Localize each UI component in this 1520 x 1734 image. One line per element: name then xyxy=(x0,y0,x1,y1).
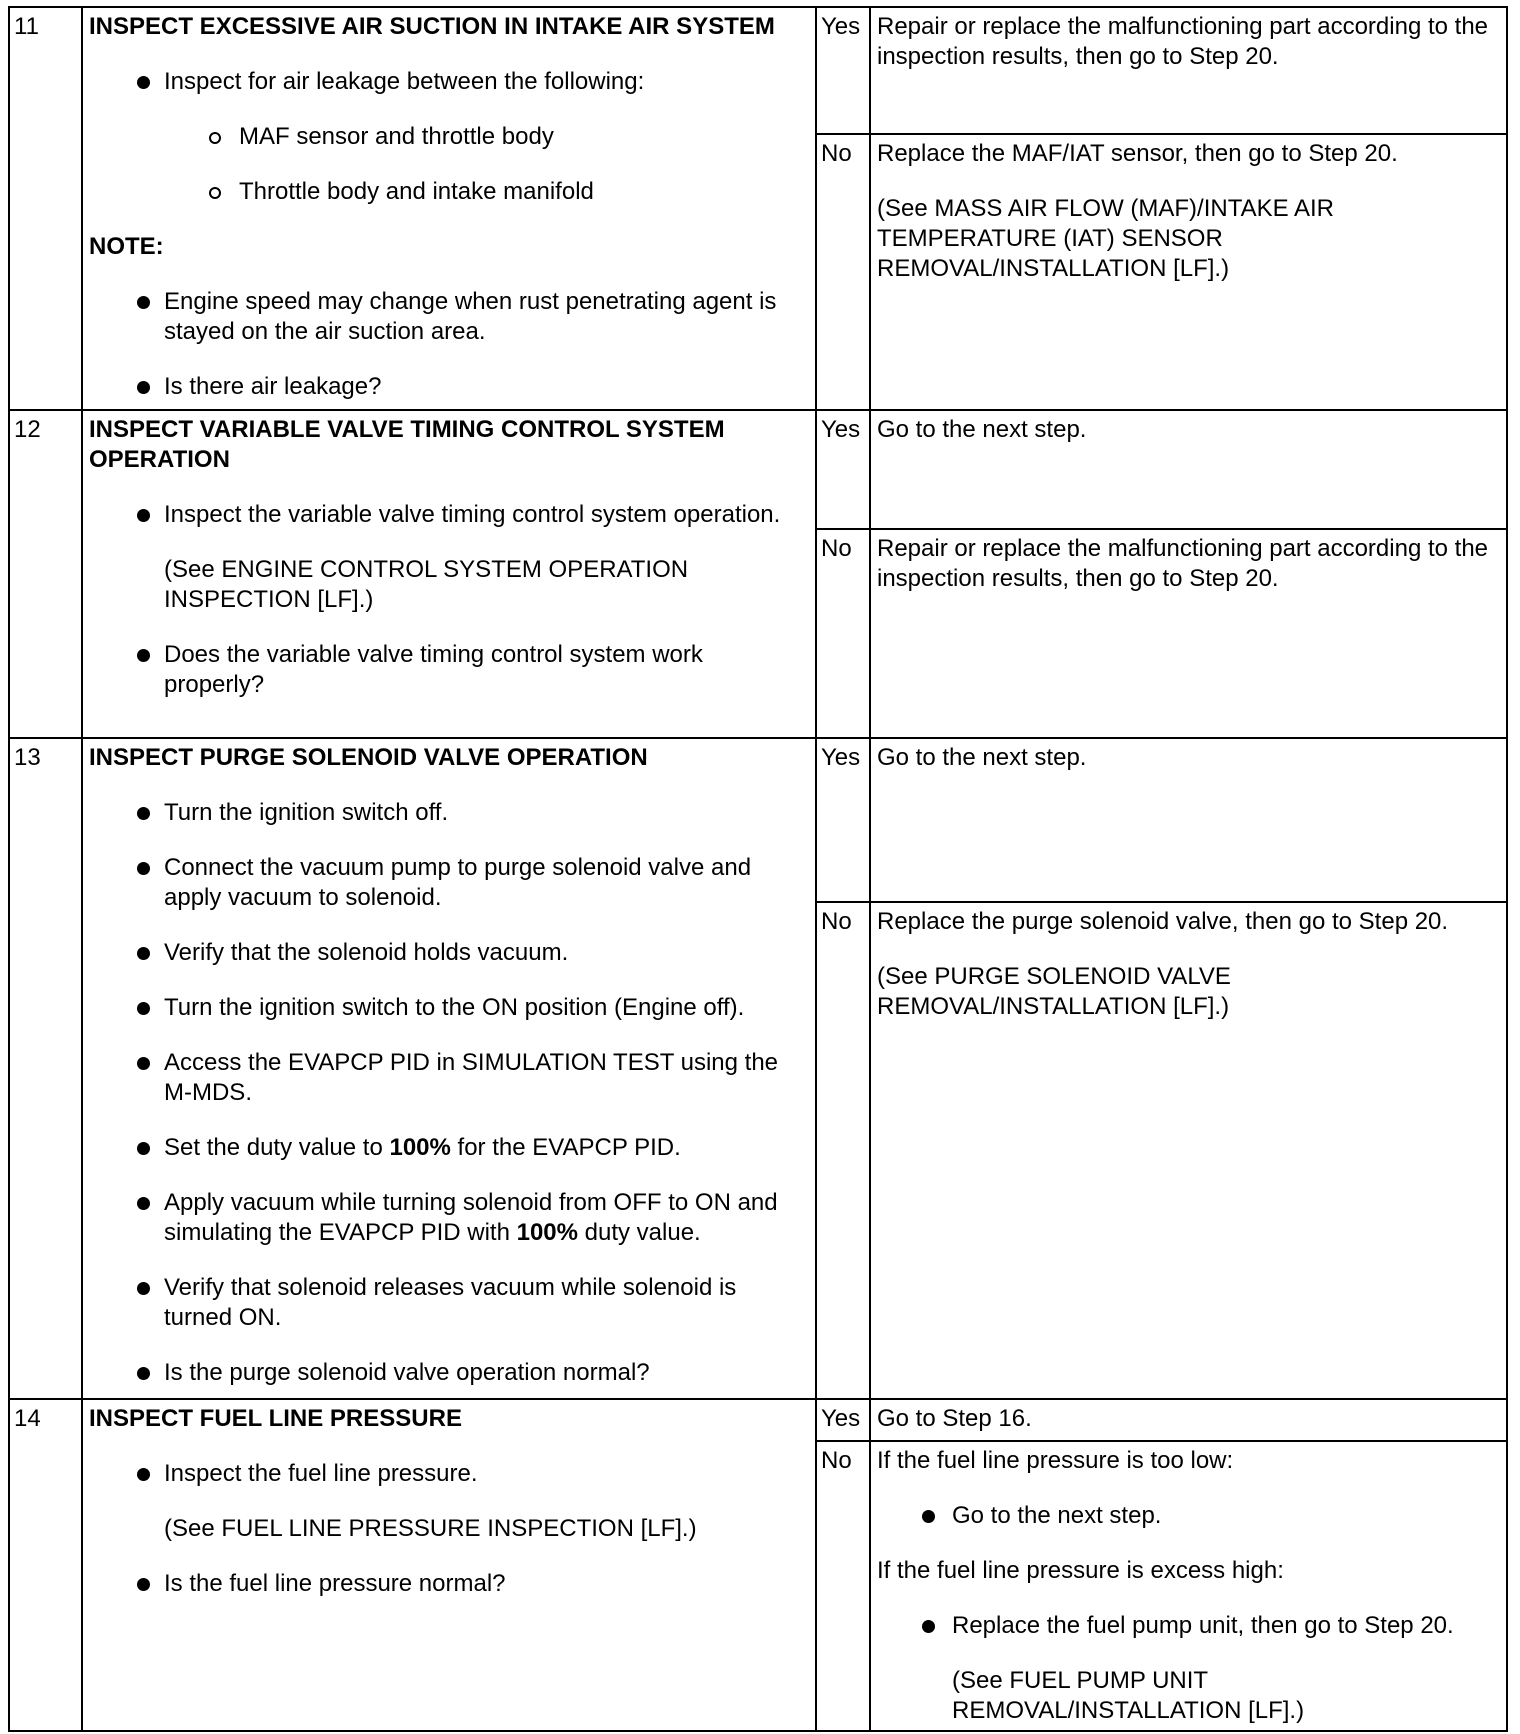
step-title: INSPECT EXCESSIVE AIR SUCTION IN INTAKE AIR SYSTEM xyxy=(89,13,775,40)
condition-text: If the fuel line pressure is too low: xyxy=(877,1447,1234,1474)
reference-text: (See PURGE SOLENOID VALVE REMOVAL/INSTALLATION [LF].) xyxy=(877,963,1231,1020)
reference-text: (See ENGINE CONTROL SYSTEM OPERATION INSPECTION [LF].) xyxy=(164,556,689,613)
action-bullet: Inspect the variable valve timing control system operation. xyxy=(89,500,809,530)
step-14-action xyxy=(82,1399,816,1731)
action-bullet: Engine speed may change when rust penetrating agent is stayed on the air suction area. xyxy=(89,287,809,347)
action-bullet: Turn the ignition switch to the ON position (Engine off). xyxy=(89,993,809,1023)
reference-text: (See FUEL PUMP UNIT REMOVAL/INSTALLATION [LF].) xyxy=(952,1667,1305,1724)
duty-value: 100% xyxy=(389,1134,451,1161)
action-bullet xyxy=(89,1133,809,1163)
yes-label: Yes xyxy=(816,410,870,529)
diagnostic-procedure-table xyxy=(8,6,1508,1732)
no-result-text: Replace the MAF/IAT sensor, then go to Step 20. xyxy=(877,140,1398,167)
yes-label: Yes xyxy=(816,1399,870,1441)
text-part: Set the duty value to xyxy=(164,1134,390,1161)
no-label: No xyxy=(816,134,870,410)
no-result: Repair or replace the malfunctioning part according to the inspection results, then go to Step 20. xyxy=(870,529,1507,738)
text-part: Apply vacuum while turning solenoid from OFF to ON and simulating the EVAPCP PID with xyxy=(164,1189,778,1246)
action-bullet: Access the EVAPCP PID in SIMULATION TEST using the M-MDS. xyxy=(89,1048,809,1108)
step-14-yes-row xyxy=(9,1399,1507,1441)
step-number: 13 xyxy=(9,738,82,1399)
question-bullet: Is the purge solenoid valve operation normal? xyxy=(89,1358,809,1388)
no-label: No xyxy=(816,1441,870,1731)
action-bullet: Connect the vacuum pump to purge solenoid valve and apply vacuum to solenoid. xyxy=(89,853,809,913)
step-12-yes-row xyxy=(9,410,1507,529)
question-bullet: Is the fuel line pressure normal? xyxy=(89,1569,809,1599)
text-part: duty value. xyxy=(577,1219,701,1246)
yes-label: Yes xyxy=(816,7,870,134)
step-number: 12 xyxy=(9,410,82,738)
step-13-action xyxy=(82,738,816,1399)
step-number: 11 xyxy=(9,7,82,410)
sub-bullet: MAF sensor and throttle body xyxy=(89,122,809,152)
no-result xyxy=(870,134,1507,410)
question-bullet: Does the variable valve timing control system work properly? xyxy=(89,640,809,700)
sub-bullet: Throttle body and intake manifold xyxy=(89,177,809,207)
condition-text: If the fuel line pressure is excess high: xyxy=(877,1557,1284,1584)
note-label: NOTE: xyxy=(89,233,164,260)
step-12-action xyxy=(82,410,816,738)
step-number: 14 xyxy=(9,1399,82,1731)
step-title: INSPECT FUEL LINE PRESSURE xyxy=(89,1405,462,1432)
action-bullet: Verify that the solenoid holds vacuum. xyxy=(89,938,809,968)
result-bullet: Go to the next step. xyxy=(877,1501,1500,1531)
step-13-yes-row xyxy=(9,738,1507,902)
yes-result: Repair or replace the malfunctioning part according to the inspection results, then go to Step 20. xyxy=(870,7,1507,134)
no-result xyxy=(870,902,1507,1399)
no-label: No xyxy=(816,529,870,738)
yes-result: Go to Step 16. xyxy=(870,1399,1507,1441)
no-result-text: Replace the purge solenoid valve, then go to Step 20. xyxy=(877,908,1449,935)
reference-text: (See FUEL LINE PRESSURE INSPECTION [LF].) xyxy=(164,1515,697,1542)
action-bullet: Turn the ignition switch off. xyxy=(89,798,809,828)
result-bullet: Replace the fuel pump unit, then go to Step 20. xyxy=(877,1611,1500,1641)
text-part: for the EVAPCP PID. xyxy=(450,1134,681,1161)
no-result xyxy=(870,1441,1507,1731)
step-title: INSPECT PURGE SOLENOID VALVE OPERATION xyxy=(89,744,648,771)
duty-value: 100% xyxy=(516,1219,578,1246)
yes-result: Go to the next step. xyxy=(870,738,1507,902)
step-11-action xyxy=(82,7,816,410)
step-title: INSPECT VARIABLE VALVE TIMING CONTROL SYSTEM OPERATION xyxy=(89,416,725,473)
step-11-yes-row xyxy=(9,7,1507,134)
action-bullet: Inspect for air leakage between the following: xyxy=(89,67,809,97)
yes-result: Go to the next step. xyxy=(870,410,1507,529)
yes-label: Yes xyxy=(816,738,870,902)
question-bullet: Is there air leakage? xyxy=(89,372,809,402)
action-bullet: Verify that solenoid releases vacuum while solenoid is turned ON. xyxy=(89,1273,809,1333)
action-bullet: Inspect the fuel line pressure. xyxy=(89,1459,809,1489)
reference-text: (See MASS AIR FLOW (MAF)/INTAKE AIR TEMPERATURE (IAT) SENSOR REMOVAL/INSTALLATION [LF].) xyxy=(877,195,1334,282)
no-label: No xyxy=(816,902,870,1399)
action-bullet xyxy=(89,1188,809,1248)
